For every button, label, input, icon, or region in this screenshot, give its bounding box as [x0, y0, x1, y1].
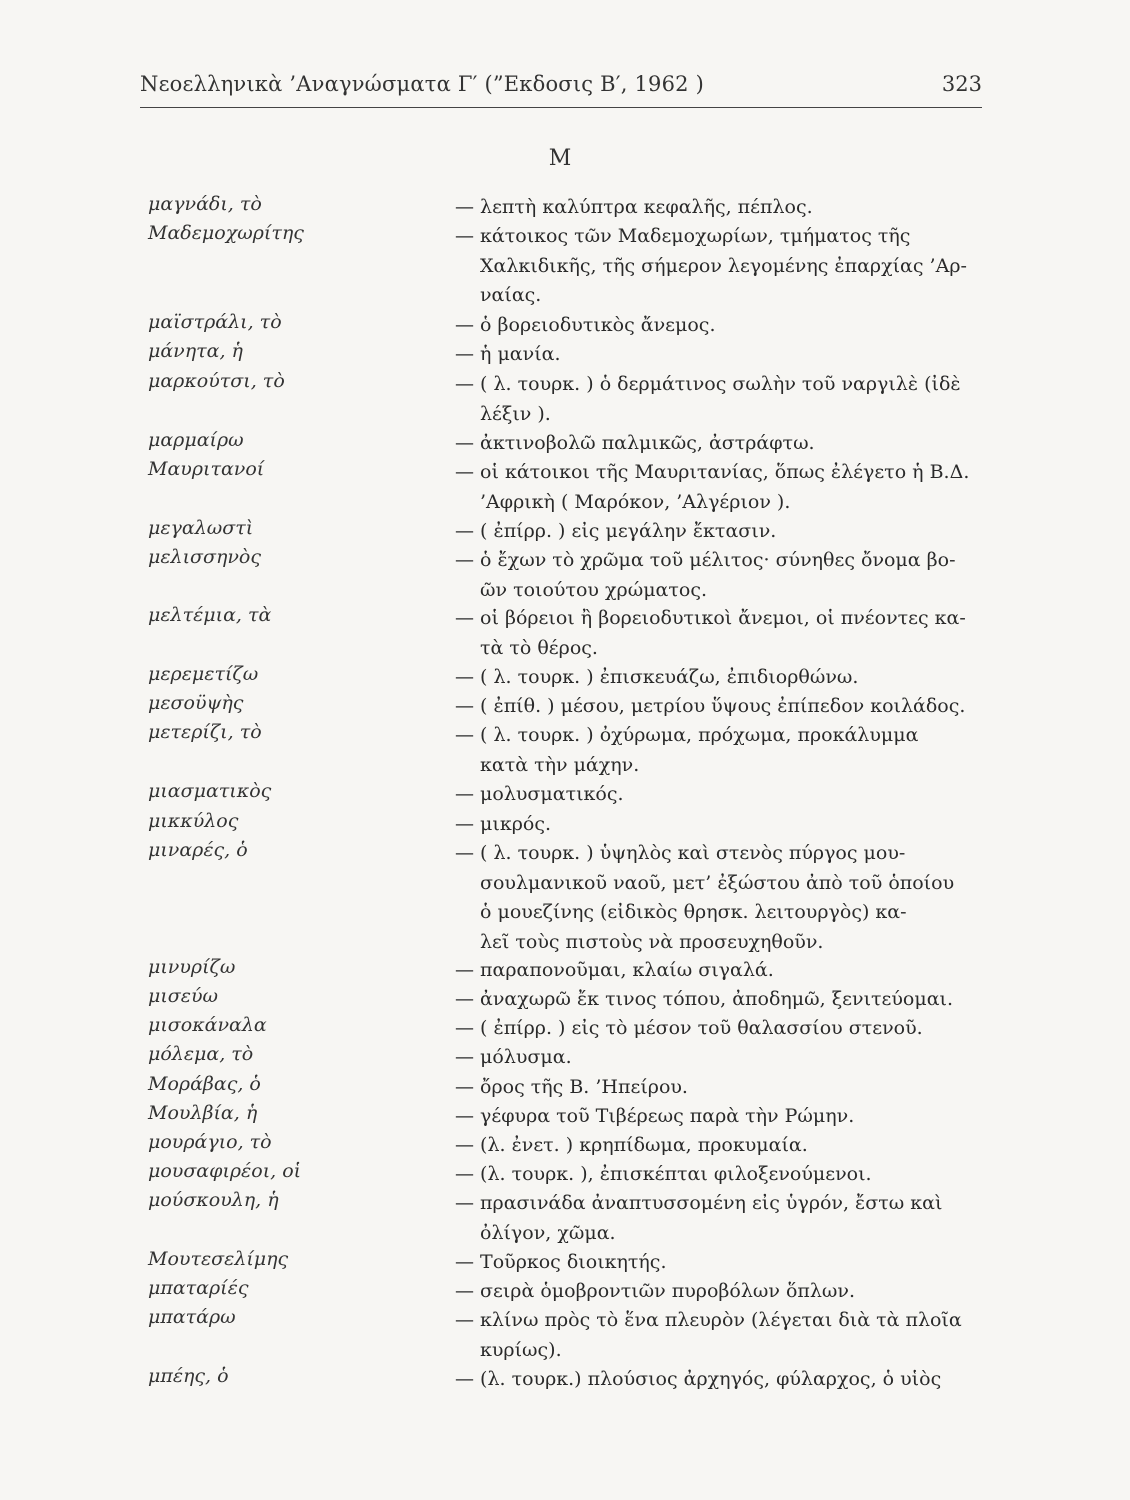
entry-term: μινυρίζω — [148, 956, 236, 978]
entry-definition — [455, 311, 985, 341]
entry-definition — [455, 546, 985, 605]
entry-definition — [455, 1189, 985, 1248]
entry-term: μπέης, ὁ — [148, 1365, 229, 1387]
entry-definition — [455, 1365, 985, 1395]
entry-definition — [455, 458, 985, 517]
entry-term: μιναρές, ὁ — [148, 839, 248, 861]
entry-term: μελισσηνὸς — [148, 546, 261, 568]
definition-line: — ὁ ἔχων τὸ χρῶμα τοῦ μέλιτος· σύνηθες ὄνομα βο- — [455, 549, 956, 571]
entry-term: μεσοϋψὴς — [148, 692, 244, 714]
entry-term: μπαταρίές — [148, 1277, 249, 1299]
definition-line: — ἡ μανία. — [455, 343, 561, 365]
entry-definition — [455, 663, 985, 693]
running-title: Νεοελληνικὰ ’Αναγνώσματα Γ′ (”Εκδοσις Β′, 1962 ) — [140, 72, 704, 96]
section-letter: Μ — [548, 146, 572, 171]
entry-definition — [455, 1014, 985, 1044]
definition-line: — λεπτὴ καλύπτρα κεφαλῆς, πέπλος. — [455, 196, 813, 218]
definition-line: — ( ἐπίθ. ) μέσου, μετρίου ὕψους ἐπίπεδον κοιλάδος. — [455, 695, 966, 717]
entry-definition — [455, 692, 985, 722]
definition-line: κατὰ τὴν μάχην. — [480, 753, 640, 776]
entry-definition — [455, 340, 985, 370]
entry-term: μάνητα, ἡ — [148, 340, 243, 362]
definition-line: — ἀναχωρῶ ἔκ τινος τόπου, ἀποδημῶ, ξενιτεύομαι. — [455, 988, 954, 1010]
entry-term: μετερίζι, τὸ — [148, 721, 262, 743]
entry-term: Μαυριτανοί — [148, 458, 265, 480]
entry-term: μουσαφιρέοι, οἱ — [148, 1160, 302, 1182]
definition-line: σουλμανικοῦ ναοῦ, μετ’ ἐξώστου ἀπὸ τοῦ ὁποίου — [480, 871, 955, 894]
entry-term: μισοκάναλα — [148, 1014, 267, 1036]
definition-line: λέξιν ). — [480, 402, 551, 425]
definition-line: — μικρός. — [455, 813, 552, 835]
entry-term: μεγαλωστὶ — [148, 517, 254, 539]
definition-line: — ( λ. τουρκ. ) ἐπισκευάζω, ἐπιδιορθώνω. — [455, 666, 859, 688]
entry-term: μπατάρω — [148, 1306, 236, 1328]
definition-line: — οἱ βόρειοι ἢ βορειοδυτικοὶ ἄνεμοι, οἱ πνέοντες κα- — [455, 607, 966, 629]
definition-line: — ( ἐπίρρ. ) εἰς μεγάλην ἔκτασιν. — [455, 520, 777, 542]
definition-line: τὰ τὸ θέρος. — [480, 636, 598, 659]
definition-line: — παραπονοῦμαι, κλαίω σιγαλά. — [455, 959, 774, 981]
definition-line: ὁ μουεζίνης (εἰδικὸς θρησκ. λειτουργὸς) κα- — [480, 901, 907, 923]
page-number: 323 — [941, 72, 982, 96]
entry-definition — [455, 721, 985, 780]
definition-line: ὀλίγον, χῶμα. — [480, 1221, 616, 1244]
entry-definition — [455, 429, 985, 459]
entry-term: μικκύλος — [148, 810, 239, 832]
definition-line: — (λ. τουρκ.) πλούσιος ἀρχηγός, φύλαρχος, ὁ υἱὸς — [455, 1368, 942, 1390]
entry-term: μισεύω — [148, 985, 219, 1007]
definition-line: ῶν τοιούτου χρώματος. — [480, 578, 707, 601]
entry-definition — [455, 985, 985, 1015]
definition-line: — ( λ. τουρκ. ) ὑψηλὸς καὶ στενὸς πύργος μου- — [455, 842, 906, 864]
entry-term: μαγνάδι, τὸ — [148, 193, 262, 215]
entry-definition — [455, 222, 985, 311]
entry-term: Μουτεσελίμης — [148, 1248, 289, 1270]
definition-line: ναίας. — [480, 284, 542, 306]
entry-definition — [455, 956, 985, 986]
entry-term: Μουλβία, ἡ — [148, 1102, 258, 1124]
definition-line: — ( λ. τουρκ. ) ὁ δερμάτινος σωλὴν τοῦ ναργιλὲ (ἰδὲ — [455, 373, 961, 395]
entry-term: μιασματικὸς — [148, 780, 272, 802]
definition-line: — μολυσματικός. — [455, 783, 624, 805]
definition-line: Χαλκιδικῆς, τῆς σήμερον λεγομένης ἐπαρχίας ’Αρ- — [480, 254, 967, 277]
entry-term: μούσκουλη, ἡ — [148, 1189, 279, 1211]
definition-line: — ἀκτινοβολῶ παλμικῶς, ἀστράφτω. — [455, 432, 815, 454]
entry-definition — [455, 1277, 985, 1307]
entry-definition — [455, 1102, 985, 1132]
entry-definition — [455, 1160, 985, 1190]
definition-line: — κάτοικος τῶν Μαδεμοχωρίων, τμήματος τῆς — [455, 225, 911, 247]
entry-term: μερεμετίζω — [148, 663, 259, 685]
definition-line: — ὁ βορειοδυτικὸς ἄνεμος. — [455, 314, 716, 336]
entry-definition — [455, 839, 985, 957]
definition-line: — ὄρος τῆς Β. ’Ηπείρου. — [455, 1076, 688, 1098]
entry-definition — [455, 780, 985, 810]
entry-term: μόλεμα, τὸ — [148, 1043, 254, 1065]
entry-term: Μοράβας, ὁ — [148, 1073, 261, 1095]
entry-term: μαϊστράλι, τὸ — [148, 311, 282, 333]
definition-line: — γέφυρα τοῦ Τιβέρεως παρὰ τὴν Ρώμην. — [455, 1105, 855, 1127]
entry-term: μελτέμια, τὰ — [148, 604, 272, 626]
definition-line: — (λ. ἐνετ. ) κρηπίδωμα, προκυμαία. — [455, 1134, 808, 1156]
definition-line: λεῖ τοὺς πιστοὺς νὰ προσευχηθοῦν. — [480, 930, 824, 953]
definition-line: — πρασινάδα ἀναπτυσσομένη εἰς ὑγρόν, ἔστω καὶ — [455, 1192, 943, 1214]
entry-definition — [455, 193, 985, 223]
definition-line: — Τοῦρκος διοικητής. — [455, 1251, 667, 1273]
definition-line: ’Αφρικὴ ( Μαρόκον, ’Αλγέριον ). — [480, 490, 791, 513]
entry-definition — [455, 1248, 985, 1278]
definition-line: — οἱ κάτοικοι τῆς Μαυριτανίας, ὅπως ἐλέγετο ἡ Β.Δ. — [455, 461, 970, 483]
entry-definition — [455, 604, 985, 663]
entry-term: μαρμαίρω — [148, 429, 244, 451]
entry-definition — [455, 370, 985, 429]
entry-term: μαρκούτσι, τὸ — [148, 370, 285, 392]
definition-line: — κλίνω πρὸς τὸ ἕνα πλευρὸν (λέγεται διὰ τὰ πλοῖα — [455, 1309, 962, 1331]
definition-line: — ( λ. τουρκ. ) ὀχύρωμα, πρόχωμα, προκάλυμμα — [455, 724, 919, 746]
entry-definition — [455, 517, 985, 547]
entry-term: Μαδεμοχωρίτης — [148, 222, 304, 244]
entry-definition — [455, 1043, 985, 1073]
definition-line: — σειρὰ ὁμοβροντιῶν πυροβόλων ὅπλων. — [455, 1280, 856, 1302]
entry-definition — [455, 810, 985, 840]
definition-line: — μόλυσμα. — [455, 1046, 572, 1068]
entry-definition — [455, 1306, 985, 1365]
definition-line: κυρίως). — [480, 1338, 562, 1361]
entry-definition — [455, 1073, 985, 1103]
entry-term: μουράγιο, τὸ — [148, 1131, 272, 1153]
definition-line: — ( ἐπίρρ. ) εἰς τὸ μέσον τοῦ θαλασσίου στενοῦ. — [455, 1017, 923, 1039]
definition-line: — (λ. τουρκ. ), ἐπισκέπται φιλοξενούμενοι. — [455, 1163, 872, 1185]
entry-definition — [455, 1131, 985, 1161]
